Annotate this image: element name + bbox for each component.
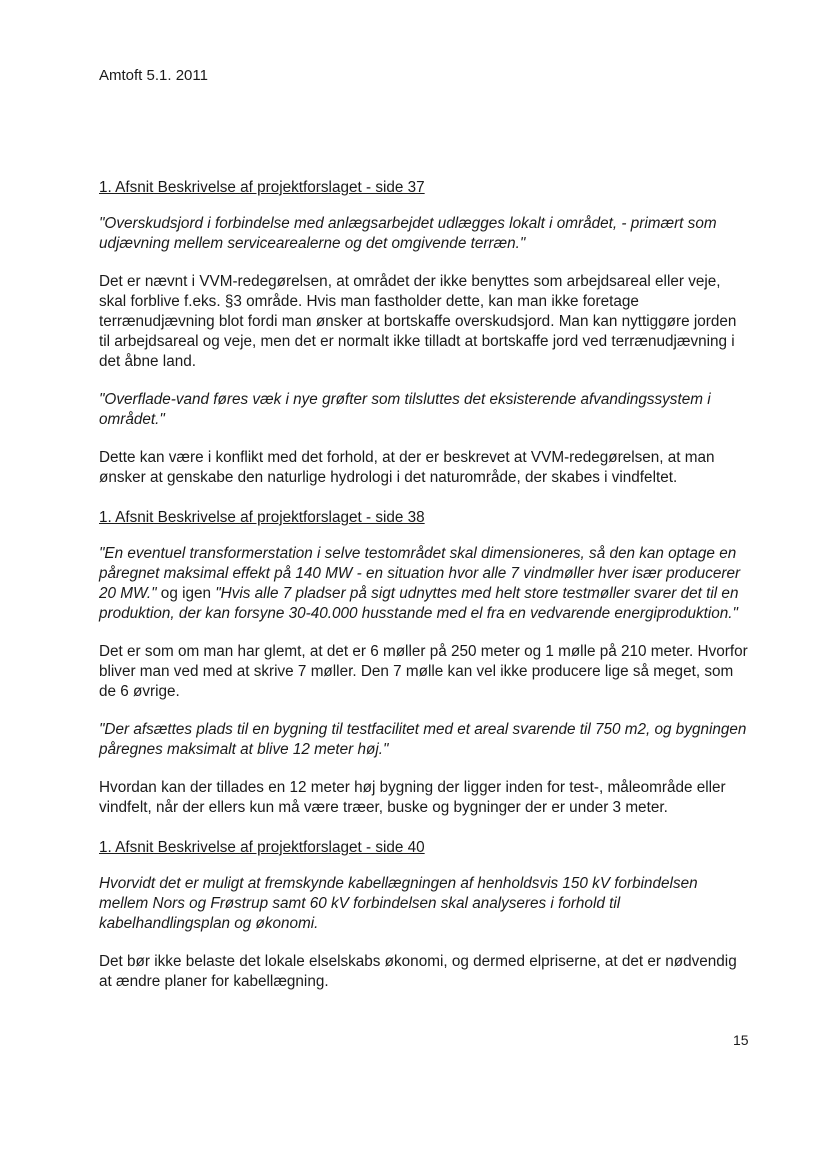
document-body bbox=[99, 178, 749, 1010]
section-heading: 1. Afsnit Beskrivelse af projektforslaget - side 40 bbox=[99, 839, 425, 856]
mixed-quote-paragraph bbox=[99, 544, 749, 624]
body-paragraph: Det er nævnt i VVM-redegørelsen, at området der ikke benyttes som arbejdsareal eller veje, skal forblive f.eks. §3 område. Hvis man fastholder dette, kan man ikke foretage terrænudjævning blot fordi man ønsker at bortskaffe overskudsjord. Man kan nyttiggøre jorden til arbejdsareal og veje, men det er normalt ikke tilladt at bortskaffe jord ved terrænudjævning i det åbne land. bbox=[99, 273, 737, 370]
page-number: 15 bbox=[733, 1032, 749, 1048]
body-paragraph: Hvordan kan der tillades en 12 meter høj bygning der ligger inden for test-, måleområde eller vindfelt, når der ellers kun må være træer, buske og bygninger der er under 3 meter. bbox=[99, 779, 726, 816]
section-heading: 1. Afsnit Beskrivelse af projektforslaget - side 37 bbox=[99, 179, 425, 196]
body-paragraph: Dette kan være i konflikt med det forhold, at der er beskrevet at VVM-redegørelsen, at man ønsker at genskabe den naturlige hydrologi i det naturområde, der skabes i vindfeltet. bbox=[99, 449, 715, 486]
body-paragraph: Det bør ikke belaste det lokale elselskabs økonomi, og dermed elpriserne, at det er nødvendig at ændre planer for kabellægning. bbox=[99, 953, 737, 990]
quote-paragraph: "Overskudsjord i forbindelse med anlægsarbejdet udlægges lokalt i området, - primært som udjævning mellem servicearealerne og det omgivende terræn." bbox=[99, 215, 717, 252]
quote-fragment: "En eventuel transformerstation i selve testområdet skal dimensioneres, så den kan optage en påregnet maksimal effekt på 140 MW - en situation hvor alle 7 vindmøller hver især producerer 20 MW." bbox=[99, 545, 741, 602]
quote-fragment: "Hvis alle 7 pladser på sigt udnyttes med helt store testmøller svarer det til en produktion, der kan forsyne 30-40.000 husstande med el fra en vedvarende energiproduktion." bbox=[99, 585, 739, 622]
quote-paragraph: "Overflade-vand føres væk i nye grøfter som tilsluttes det eksisterende afvandingssystem i området." bbox=[99, 391, 711, 428]
quote-paragraph: Hvorvidt det er muligt at fremskynde kabellægningen af henholdsvis 150 kV forbindelsen mellem Nors og Frøstrup samt 60 kV forbindelsen skal analyseres i forhold til kabelhandlingsplan og økonomi. bbox=[99, 875, 698, 932]
connector-text: og igen bbox=[156, 585, 216, 602]
quote-paragraph: "Der afsættes plads til en bygning til testfacilitet med et areal svarende til 750 m2, og bygningen påregnes maksimalt at blive 12 meter høj." bbox=[99, 721, 747, 758]
document-date-line: Amtoft 5.1. 2011 bbox=[99, 67, 208, 84]
section-heading: 1. Afsnit Beskrivelse af projektforslaget - side 38 bbox=[99, 509, 425, 526]
body-paragraph: Det er som om man har glemt, at det er 6 møller på 250 meter og 1 mølle på 210 meter. Hvorfor bliver man ved med at skrive 7 møller. Den 7 mølle kan vel ikke producere lige så meget, som de 6 øvrige. bbox=[99, 643, 748, 700]
